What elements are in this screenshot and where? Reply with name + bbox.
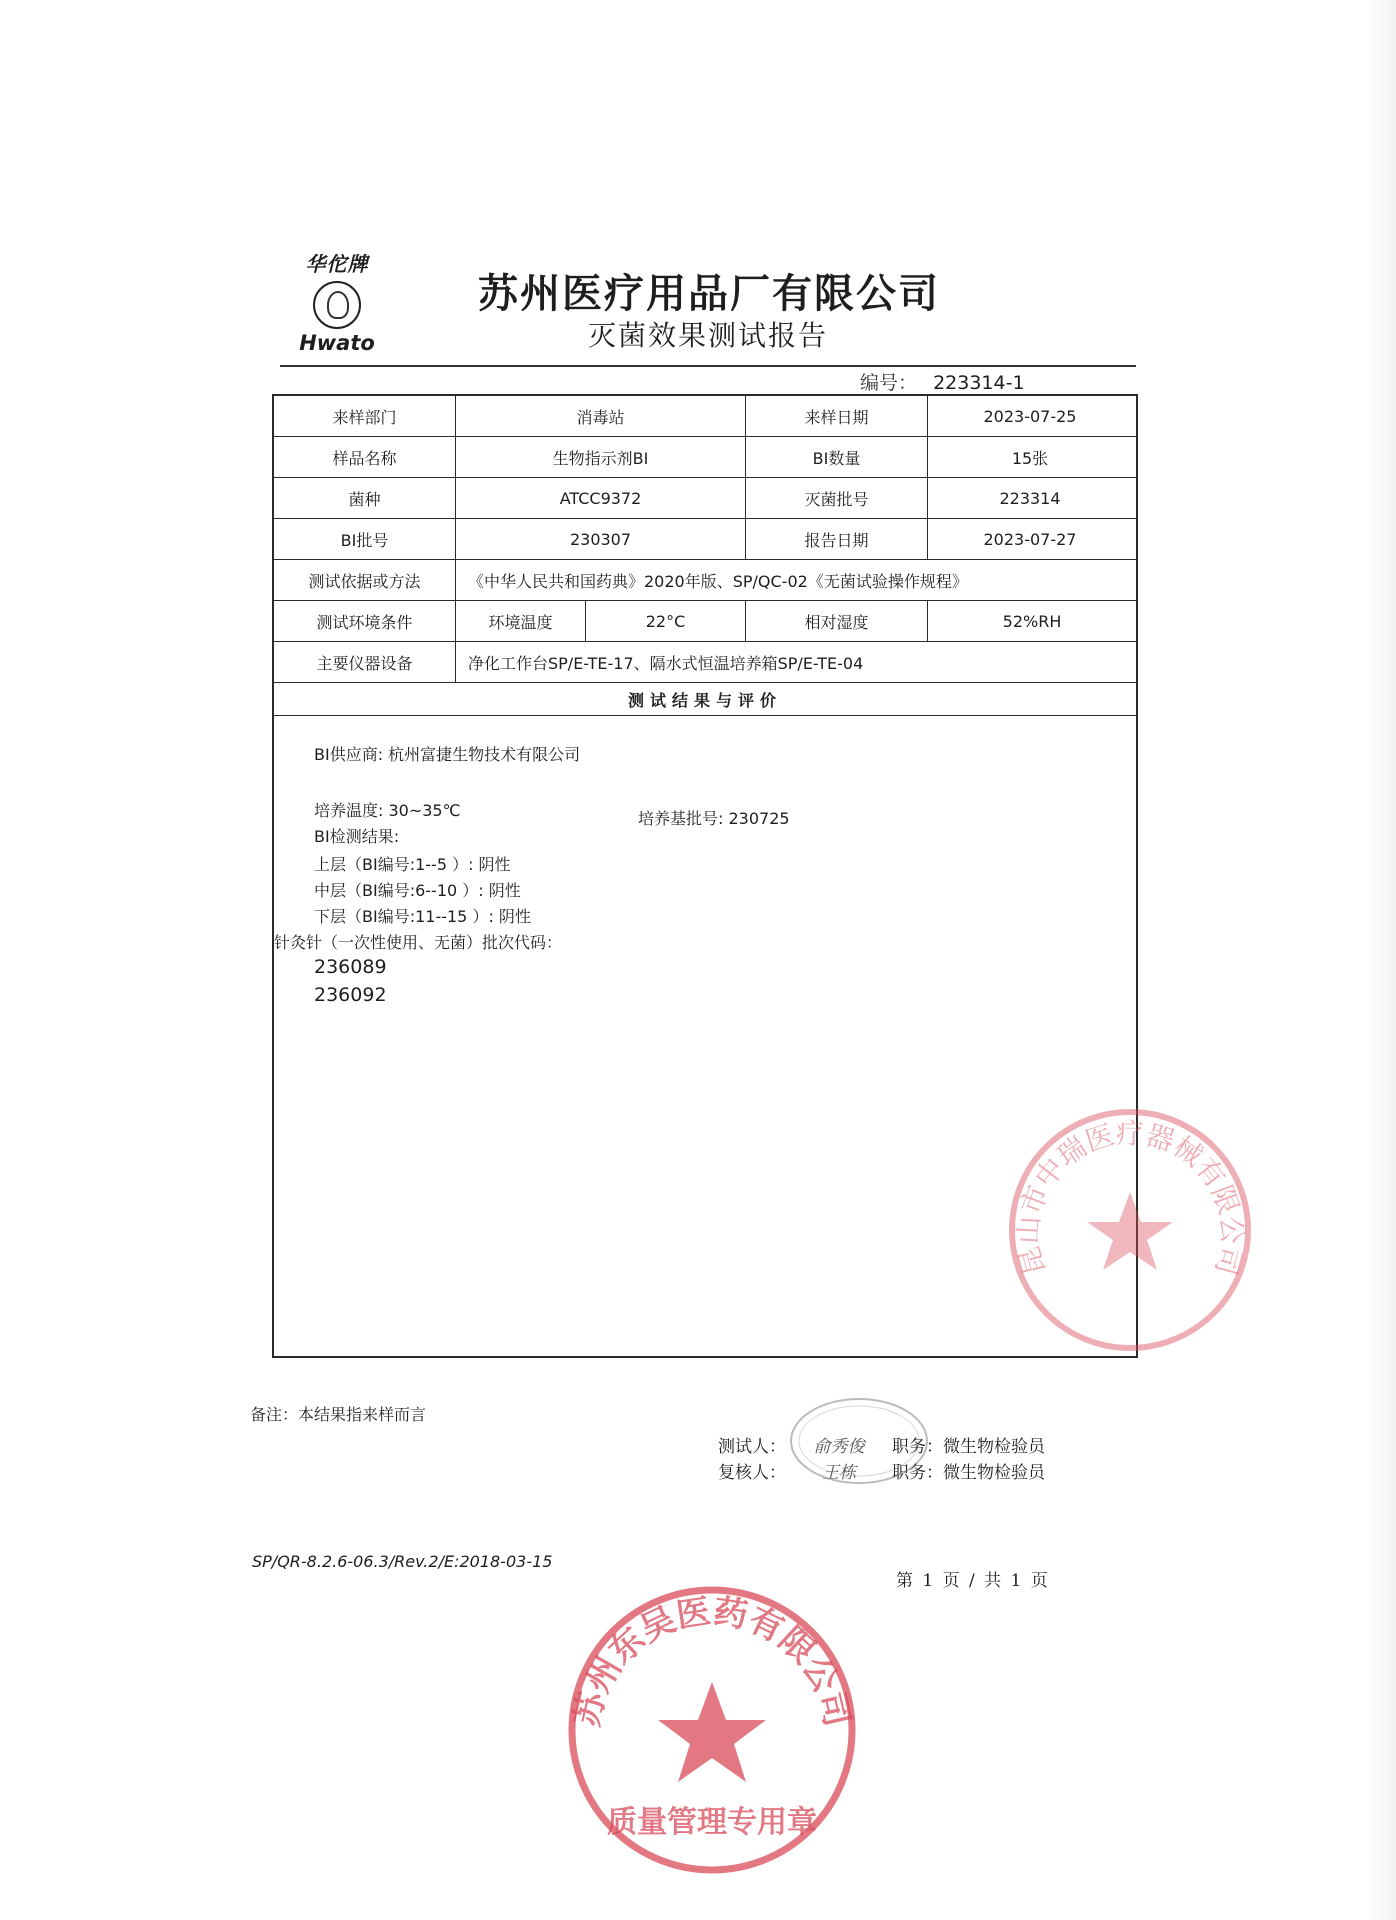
tester-signature: 俞秀俊 <box>813 1437 865 1457</box>
result-middle: 中层（BI编号:6--10 ）: 阴性 <box>314 881 521 900</box>
report-title: 灭菌效果测试报告 <box>588 319 829 352</box>
result-lower: 下层（BI编号:11--15 ）: 阴性 <box>314 907 531 926</box>
label-equipment: 主要仪器设备 <box>274 642 456 682</box>
culture-temp: 培养温度: 30~35℃ <box>314 801 461 820</box>
needle-lot: 236092 <box>314 984 387 1006</box>
label-sample-date: 来样日期 <box>746 396 928 436</box>
value-sterilization-lot: 223314 <box>999 488 1061 508</box>
logo-portrait-icon <box>313 281 361 329</box>
value-bi-quantity: 15张 <box>1011 448 1049 468</box>
value-report-date: 2023-07-27 <box>983 529 1077 549</box>
value-sample-dept: 消毒站 <box>456 396 746 436</box>
label-strain: 菌种 <box>274 478 456 518</box>
page-number: 第 1 页 / 共 1 页 <box>896 1571 1050 1591</box>
bi-supplier: BI供应商: 杭州富捷生物技术有限公司 <box>314 745 581 764</box>
label-ambient-temp: 环境温度 <box>456 601 586 641</box>
table-row <box>274 519 1136 560</box>
small-seal <box>784 1386 934 1496</box>
seal-bottom-subtext: 质量管理专用章 <box>607 1805 817 1840</box>
needle-lot: 236089 <box>314 956 387 978</box>
remarks: 备注：本结果指来样而言 <box>250 1405 427 1424</box>
value-sample-name: 生物指示剂BI <box>456 437 746 477</box>
label-sterilization-lot: 灭菌批号 <box>746 478 928 518</box>
table-row <box>274 642 1136 683</box>
seal-bottom-text: 苏州东吴医药有限公司 <box>566 1591 858 1731</box>
value-humidity: 52%RH <box>1002 611 1062 631</box>
value-equipment: 净化工作台SP/E-TE-17、隔水式恒温培养箱SP/E-TE-04 <box>468 653 864 673</box>
seal-star-icon <box>1087 1192 1173 1270</box>
logo-brand-en: Hwato <box>299 331 375 355</box>
company-seal-right <box>1000 1100 1260 1360</box>
tester-label: 测试人： <box>718 1437 786 1457</box>
company-name: 苏州医疗用品厂有限公司 <box>478 271 940 317</box>
quality-seal-bottom <box>556 1574 868 1886</box>
label-sample-dept: 来样部门 <box>274 396 456 436</box>
logo-brand-cn: 华佗牌 <box>305 252 369 276</box>
scan-shadow <box>1366 0 1396 1920</box>
serial-label: 编号： <box>860 372 918 394</box>
label-humidity: 相对湿度 <box>746 601 928 641</box>
reviewer-signature: 王栋 <box>822 1463 856 1483</box>
table-row <box>274 396 1136 437</box>
table-row <box>274 437 1136 478</box>
reviewer-label: 复核人： <box>718 1463 786 1483</box>
value-sample-date: 2023-07-25 <box>983 406 1077 426</box>
serial-value: 223314-1 <box>933 372 1025 394</box>
bi-result-label: BI检测结果: <box>314 827 400 846</box>
title-divider <box>280 365 1136 367</box>
table-row <box>274 601 1136 642</box>
result-upper: 上层（BI编号:1--5 ）: 阴性 <box>314 855 511 874</box>
label-bi-lot: BI批号 <box>274 519 456 559</box>
serial-number <box>860 368 1025 395</box>
label-sample-name: 样品名称 <box>274 437 456 477</box>
label-test-method: 测试依据或方法 <box>274 560 456 600</box>
table-row <box>274 560 1136 601</box>
value-strain: ATCC9372 <box>456 478 746 518</box>
label-report-date: 报告日期 <box>746 519 928 559</box>
hwato-logo <box>292 248 382 355</box>
seal-star-icon <box>658 1682 766 1782</box>
label-bi-quantity: BI数量 <box>746 437 928 477</box>
value-ambient-temp: 22°C <box>586 601 746 641</box>
tester-role: 职务：微生物检验员 <box>892 1437 1045 1457</box>
results-section-title: 测试结果与评价 <box>627 690 782 710</box>
value-test-method: 《中华人民共和国药典》2020年版、SP/QC-02《无菌试验操作规程》 <box>468 571 968 591</box>
seal-right-text: 昆山市中瑞医疗器械有限公司 <box>1011 1116 1249 1279</box>
reviewer-role: 职务：微生物检验员 <box>892 1463 1045 1483</box>
value-bi-lot: 230307 <box>456 519 746 559</box>
table-row <box>274 683 1136 716</box>
form-code: SP/QR-8.2.6-06.3/Rev.2/E:2018-03-15 <box>252 1552 553 1571</box>
medium-lot: 培养基批号: 230725 <box>638 809 790 828</box>
needle-lot-label: 针灸针（一次性使用、无菌）批次代码： <box>274 933 563 952</box>
table-row <box>274 478 1136 519</box>
label-test-environment: 测试环境条件 <box>274 601 456 641</box>
